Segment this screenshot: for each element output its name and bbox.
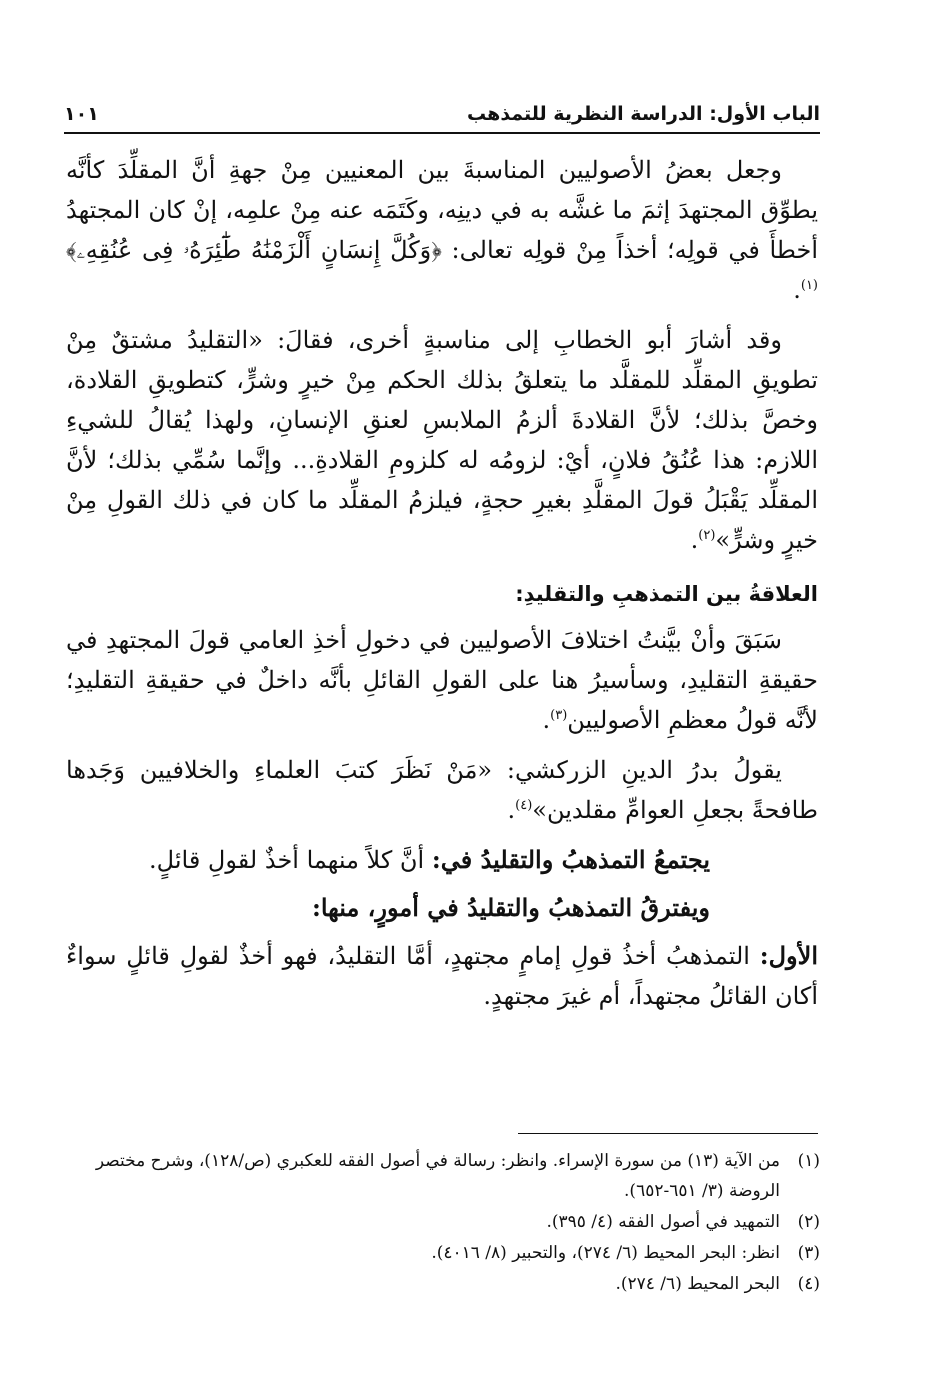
- running-header: [64, 96, 820, 134]
- footnote-ref-3: (٣): [550, 708, 568, 723]
- footnote-number: (٤): [797, 1274, 820, 1294]
- paragraph-3: سَبَقَ وأنْ بيَّنتُ اختلافَ الأصوليين في دخولِ أخذِ العامي قولَ المجتهدِ في حقيقةِ التقليدِ، وسأسيرُ هنا على القولِ القائلِ بأنَّه داخلٌ في حقيقةِ التقليدِ؛ لأنَّه قولُ معظمِ الأصوليين$^{(٣)}$.: [66, 626, 818, 734]
- section-heading: العلاقةُ بين التمذهبِ والتقليدِ:: [515, 582, 818, 606]
- footnote-ref-1: (١): [800, 278, 818, 293]
- footnote-text: انظر: البحر المحيط (٦/ ٢٧٤)، والتحبير (٨/ ٤٠١٦).: [431, 1243, 780, 1263]
- paragraph-4-text: يقولُ بدرُ الدينِ الزركشي: «مَنْ نَظَرَ كتبَ العلماءِ والخلافيين وَجَدها طافحةً بجعلِ العوامِّ مقلدين»: [66, 756, 818, 824]
- footnote-text: التمهيد في أصول الفقه (٤/ ٣٩٥).: [546, 1212, 780, 1232]
- paragraph-5-text: التمذهبُ أخذُ قولِ إمامٍ مجتهدٍ، أمَّا التقليدُ، فهو أخذٌ لقولِ قائلٍ سواءٌ أكان القائلُ مجتهداً، أم غيرَ مجتهدٍ.: [66, 942, 818, 1010]
- footnote-ref-2: (٢): [698, 528, 716, 543]
- point-similarity-text: أنَّ كلاً منهما أخذٌ لقولِ قائلٍ.: [149, 846, 425, 874]
- footnote-text: من الآية (١٣) من سورة الإسراء. وانظر: رسالة في أصول الفقه للعكبري (ص/١٢٨)، وشرح مختصر الروضة (٣/ ٦٥١-٦٥٢).: [95, 1151, 780, 1201]
- paragraph-3-text: سَبَقَ وأنْ بيَّنتُ اختلافَ الأصوليين في دخولِ أخذِ العامي قولَ المجتهدِ في حقيقةِ التقليدِ، وسأسيرُ هنا على القولِ القائلِ بأنَّه داخلٌ في حقيقةِ التقليدِ؛ لأنَّه قولُ معظمِ الأصوليين: [66, 626, 818, 734]
- point-difference: [66, 888, 818, 928]
- point-similarity: [66, 840, 818, 880]
- footnote-number: (١): [797, 1151, 820, 1171]
- paragraph-2: وقد أشارَ أبو الخطابِ إلى مناسبةٍ أخرى، فقالَ: «التقليدُ مشتقٌ مِنْ تطويقِ المقلِّد للمقلَّد ما يتعلقُ بذلك الحكم مِنْ خيرٍ وشرٍّ، كتطويقِ القلادة، وخصَّ بذلك؛ لأنَّ القلادةَ ألزمُ الملابسِ لعنقِ الإنسانِ، ولهذا يُقالُ للشيءِ اللازم: هذا عُنُقُ فلانٍ، أيْ: لزومُه له كلزومِ القلادةِ... وإنَّما سُمِّي بذلك؛ لأنَّ المقلِّد يَقْبَلُ قولَ المقلَّدِ بغيرِ حجةٍ، فيلزمُ المقلِّد ما كان في ذلك القولِ مِنْ خيرٍ وشرٍّ»$^{(٢)}$.: [66, 326, 818, 554]
- footnote-separator: [518, 1133, 818, 1134]
- footnote-2: [80, 1207, 820, 1237]
- footnote-text: البحر المحيط (٦/ ٢٧٤).: [615, 1274, 780, 1294]
- paragraph-5-lead: الأول:: [759, 941, 818, 970]
- point-difference-lead: ويفترقُ التمذهبُ والتقليدُ في أمورٍ، منها:: [311, 893, 710, 922]
- paragraph-2-text: وقد أشارَ أبو الخطابِ إلى مناسبةٍ أخرى، فقالَ: «التقليدُ مشتقٌ مِنْ تطويقِ المقلِّد للمقلَّد ما يتعلقُ بذلك الحكم مِنْ خيرٍ وشرٍّ، كتطويقِ القلادة، وخصَّ بذلك؛ لأنَّ القلادةَ ألزمُ الملابسِ لعنقِ الإنسانِ، ولهذا يُقالُ للشيءِ اللازم: هذا عُنُقُ فلانٍ، أيْ: لزومُه له كلزومِ القلادةِ... وإنَّما سُمِّي بذلك؛ لأنَّ المقلِّد يَقْبَلُ قولَ المقلَّدِ بغيرِ حجةٍ، فيلزمُ المقلِّد ما كان في ذلك القولِ مِنْ خيرٍ وشرٍّ»: [66, 326, 818, 554]
- paragraph-1: وجعل بعضُ الأصوليين المناسبةَ بين المعنيين مِنْ جهةِ أنَّ المقلِّدَ كأنَّه يطوِّق المجتهدَ إثمَ ما غشَّه به في دينِه، وكَتَمَه عنه مِنْ علمِه، إنْ كان المجتهدُ أخطأَ في قولِه؛ أخذاً مِنْ قولِه تعالى: ﴿وَكُلَّ إِنسَانٍ أَلْزَمْنَٰهُ طَٰٓئِرَهُۥ فِى عُنُقِهِۦ﴾$^{(١)}$.: [66, 156, 818, 304]
- footnote-number: (٢): [797, 1212, 820, 1232]
- main-text: [66, 150, 818, 1026]
- footnote-ref-4: (٤): [515, 798, 533, 813]
- footnote-4: [80, 1269, 820, 1299]
- footnote-1: [80, 1146, 820, 1206]
- point-similarity-lead: يجتمعُ التمذهبُ والتقليدُ في:: [431, 845, 710, 874]
- page-number: ١٠١: [64, 103, 99, 125]
- footnote-3: [80, 1238, 820, 1268]
- footnotes: [80, 1146, 820, 1300]
- paragraph-5: [66, 936, 818, 1016]
- chapter-title: الباب الأول: الدراسة النظرية للتمذهب: [467, 103, 820, 125]
- paragraph-4: يقولُ بدرُ الدينِ الزركشي: «مَنْ نَظَرَ كتبَ العلماءِ والخلافيين وَجَدها طافحةً بجعلِ العوامِّ مقلدين»$^{(٤)}$.: [66, 756, 818, 824]
- paragraph-1-text: وجعل بعضُ الأصوليين المناسبةَ بين المعنيين مِنْ جهةِ أنَّ المقلِّدَ كأنَّه يطوِّق المجتهدَ إثمَ ما غشَّه به في دينِه، وكَتَمَه عنه مِنْ علمِه، إنْ كان المجتهدُ أخطأَ في قولِه؛ أخذاً مِنْ قولِه تعالى: ﴿وَكُلَّ إِنسَانٍ أَلْزَمْنَٰهُ طَٰٓئِرَهُۥ فِى عُنُقِهِۦ﴾: [66, 156, 818, 264]
- footnote-number: (٣): [797, 1243, 820, 1263]
